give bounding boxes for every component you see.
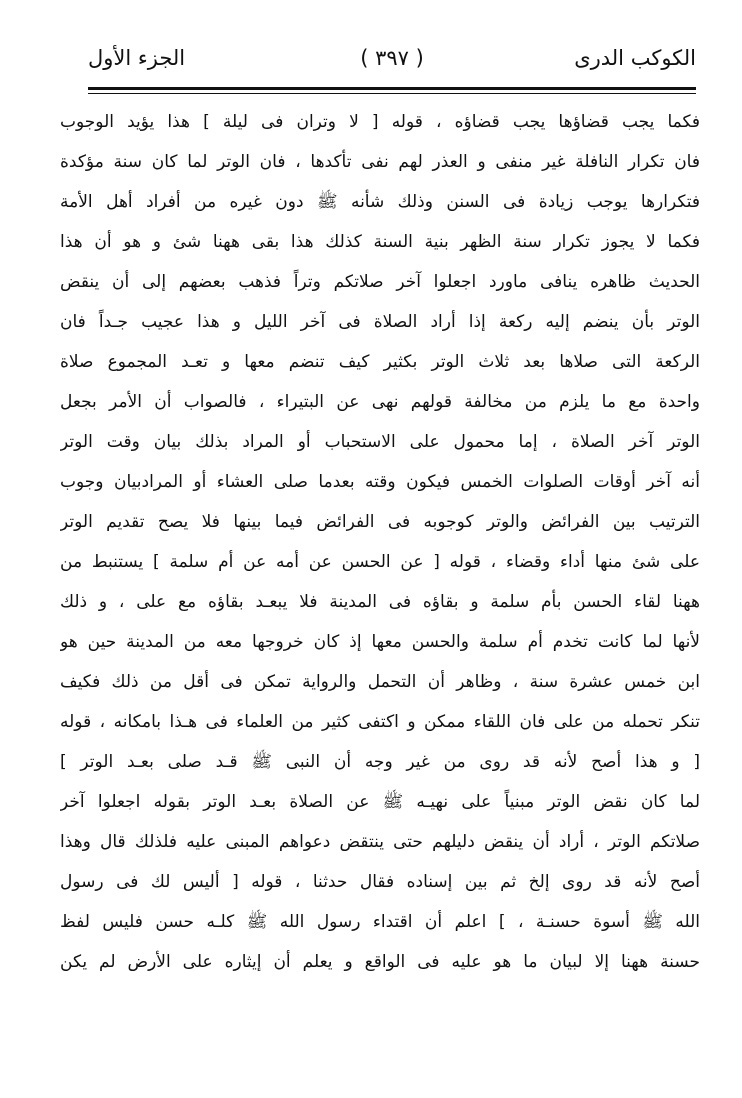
- text-line: الله ﷺ أسوة حسنـة ، ] اعلم أن اقتداء رسول الله ﷺ كلـه حسن فليس لفظ: [60, 912, 700, 932]
- text-line: الوتر بأن ينضم إليه ركعة إذا أراد الصلاة فى آخر الليل و هذا عجيب جـداً فان: [60, 312, 700, 332]
- text-line: الوتر آخر الصلاة ، إما محمول على الاستحباب أو المراد بذلك بيان وقت الوتر: [60, 432, 700, 452]
- text-line: لأنها لما كانت تخدم أم سلمة والحسن معها إذ كان خروجها معه من المدينة حين هو: [60, 632, 700, 652]
- text-line: أصح لأنه قد روى إلخ ثم بين إسناده فقال حدثنا ، قوله [ أليس لك فى رسول: [60, 872, 700, 892]
- header-rule-thick: [88, 87, 696, 90]
- text-line: أنه آخر أوقات الصلوات الخمس فيكون وقته بعدما صلى العشاء أو المرادبيان وجوب: [60, 472, 700, 492]
- text-line: على شئ منها أداء وقضاء ، قوله [ عن الحسن عن أمه عن أم سلمة ] يستنبط من: [60, 552, 700, 572]
- body-text: [60, 102, 700, 982]
- text-line: الحديث ظاهره ينافى ماورد اجعلوا آخر صلاتكم وتراً فذهب بعضهم إلى أن ينقض: [60, 272, 700, 292]
- text-line: لما كان نقض الوتر مبنياً على نهيـه ﷺ عن الصلاة بعـد الوتر بقوله اجعلوا آخر: [60, 792, 700, 812]
- book-title: الكوكب الدرى: [574, 46, 696, 70]
- text-line: حسنة ههنا إلا لبيان ما هو عليه فى الواقع و يعلم أن إيثاره على الأرض لم يكن: [60, 952, 700, 972]
- text-line: الترتيب بين الفرائض والوتر كوجوبه فى الفرائض فيما بينها فلا يصح تقديم الوتر: [60, 512, 700, 532]
- text-line: الركعة التى صلاها بعد ثلاث الوتر بكثير كيف تنضم معها و تعـد المجموع صلاة: [60, 352, 700, 372]
- text-line: فكما لا يجوز تكرار سنة الظهر بنية السنة كذلك هذا بقى ههنا شئ و هو أن هذا: [60, 232, 700, 252]
- volume-label: الجزء الأول: [88, 46, 186, 70]
- text-line: ههنا لقاء الحسن بأم سلمة و بقاؤه فى المدينة فلا يبعـد بقاؤه مع على ، و ذلك: [60, 592, 700, 612]
- text-line: ابن خمس عشرة سنة ، وظاهر أن التحمل والرواية تمكن فى أقل من ذلك فكيف: [60, 672, 700, 692]
- text-line: فكما يجب قضاؤها يجب قضاؤه ، قوله [ لا وتران فى ليلة ] هذا يؤيد الوجوب: [60, 112, 700, 132]
- page-number: ( ۳۹۷ ): [360, 46, 424, 70]
- text-line: [ و هذا أصح لأنه قد روى من غير وجه أن النبى ﷺ قـد صلى بعـد الوتر ]: [60, 752, 700, 772]
- text-line: فان تكرار النافلة غير منفى و العذر لهم نفى تأكدها ، فان الوتر لما كان سنة مؤكدة: [60, 152, 700, 172]
- header-rule-thin: [88, 93, 696, 94]
- text-line: صلاتكم الوتر ، أراد أن ينقض دليلهم حتى ينتقض دعواهم المبنى عليه فلذلك قال وهذا: [60, 832, 700, 852]
- text-line: واحدة مع ما يلزم من مخالفة قولهم نهى عن البتيراء ، فالصواب أن الأمر بجعل: [60, 392, 700, 412]
- text-line: تنكر تحمله من على فان اللقاء ممكن و اكتفى كثير من العلماء فى هـذا بامكانه ، قوله: [60, 712, 700, 732]
- text-line: فتكرارها يوجب زيادة فى السنن وذلك شأنه ﷺ دون غيره من أفراد أهل الأمة: [60, 192, 700, 212]
- running-header: [88, 38, 696, 82]
